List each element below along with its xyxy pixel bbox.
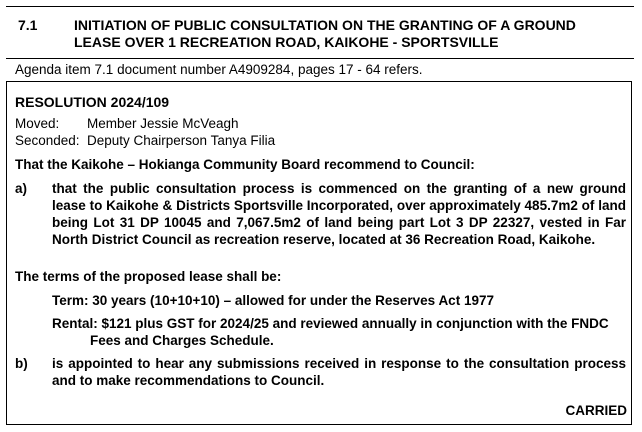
item-b-text: is appointed to hear any submissions received in response to the consultation process and to make recommendations to Council. xyxy=(52,356,626,388)
item-number: 7.1 xyxy=(18,17,38,33)
item-a-text: that the public consultation process is commenced on the granting of a new ground lease to Kaikohe & Districts Sportsville Incorporated, over approximately 485.7m2 of land being Lot 31 DP 10045 and 7,067.5m2 of land being part Lot 3 DP 22327, vested in Far North District Council as recreation reserve, located at 36 Recreation Road, Kaikohe. xyxy=(52,181,626,247)
carried-status: CARRIED xyxy=(565,403,627,418)
item-title: INITIATION OF PUBLIC CONSULTATION ON THE GRANTING OF A GROUND LEASE OVER 1 RECREATION ROAD, KAIKOHE - SPORTSVILLE xyxy=(74,17,576,50)
moved-label: Moved: xyxy=(15,116,60,131)
moved-row xyxy=(15,116,239,131)
resolution-intro: That the Kaikohe – Hokianga Community Board recommend to Council: xyxy=(15,157,475,172)
item-b-label: b) xyxy=(15,356,28,371)
terms-intro: The terms of the proposed lease shall be: xyxy=(15,269,282,284)
seconded-row xyxy=(15,133,275,148)
term-line: Term: 30 years (10+10+10) – allowed for under the Reserves Act 1977 xyxy=(52,293,494,308)
rental-line xyxy=(52,315,626,349)
item-header xyxy=(6,6,634,59)
seconded-label: Seconded: xyxy=(15,133,80,148)
rental-text: Rental: $121 plus GST for 2024/25 and reviewed annually in conjunction with the FNDC Fees and Charges Schedule. xyxy=(52,316,609,348)
agenda-reference: Agenda item 7.1 document number A4909284, pages 17 - 64 refers. xyxy=(15,62,423,77)
resolution-title: RESOLUTION 2024/109 xyxy=(15,94,170,110)
moved-value: Member Jessie McVeagh xyxy=(87,116,239,131)
seconded-value: Deputy Chairperson Tanya Filia xyxy=(87,133,276,148)
item-a-label: a) xyxy=(15,181,28,196)
